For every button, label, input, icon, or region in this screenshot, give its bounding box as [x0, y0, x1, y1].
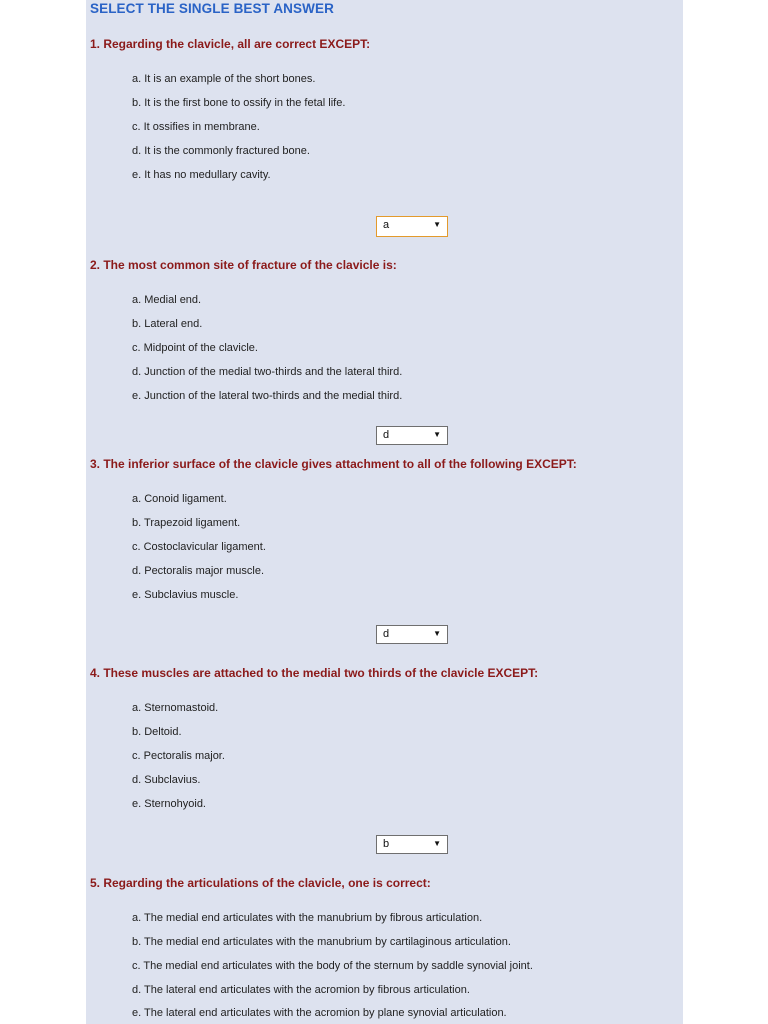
question-5-option-b: b. The medial end articulates with the manubrium by cartilaginous articulation. [132, 936, 511, 948]
question-3-answer-select[interactable] [376, 625, 448, 644]
question-3-text: 3. The inferior surface of the clavicle gives attachment to all of the following EXCEPT: [90, 457, 577, 471]
question-4-answer-select[interactable] [376, 835, 448, 854]
question-3-option-a: a. Conoid ligament. [132, 493, 227, 505]
question-4-option-e: e. Sternohyoid. [132, 798, 206, 810]
question-2-option-c: c. Midpoint of the clavicle. [132, 342, 258, 354]
dropdown-arrow-icon: ▼ [433, 629, 441, 638]
question-2-text: 2. The most common site of fracture of the clavicle is: [90, 258, 397, 272]
question-3-option-e: e. Subclavius muscle. [132, 589, 239, 601]
question-3-option-d: d. Pectoralis major muscle. [132, 565, 265, 577]
question-1-option-c: c. It ossifies in membrane. [132, 121, 260, 133]
question-5-option-c: c. The medial end articulates with the body of the sternum by saddle synovial joint. [132, 960, 533, 972]
question-1-option-a: a. It is an example of the short bones. [132, 73, 316, 85]
question-2-option-b: b. Lateral end. [132, 318, 203, 330]
question-2-answer-select[interactable] [376, 426, 448, 445]
question-4-selected-value: b [383, 838, 390, 850]
dropdown-arrow-icon: ▼ [433, 220, 441, 229]
question-5-option-a: a. The medial end articulates with the manubrium by fibrous articulation. [132, 912, 483, 924]
question-4-option-a: a. Sternomastoid. [132, 702, 219, 714]
question-1-answer-select[interactable] [376, 216, 448, 237]
question-2-selected-value: d [383, 429, 390, 441]
question-5-text: 5. Regarding the articulations of the clavicle, one is correct: [90, 876, 431, 890]
question-1-selected-value: a [383, 219, 390, 231]
page-title: SELECT THE SINGLE BEST ANSWER [90, 1, 334, 16]
question-4-option-b: b. Deltoid. [132, 726, 182, 738]
question-4-option-c: c. Pectoralis major. [132, 750, 225, 762]
question-2-option-e: e. Junction of the lateral two-thirds and the medial third. [132, 390, 403, 402]
question-2-option-d: d. Junction of the medial two-thirds and the lateral third. [132, 366, 403, 378]
question-4-text: 4. These muscles are attached to the medial two thirds of the clavicle EXCEPT: [90, 666, 539, 680]
question-5-option-d: d. The lateral end articulates with the acromion by fibrous articulation. [132, 984, 470, 996]
question-2-option-a: a. Medial end. [132, 294, 202, 306]
question-1-option-e: e. It has no medullary cavity. [132, 169, 271, 181]
question-3-option-c: c. Costoclavicular ligament. [132, 541, 266, 553]
question-3-option-b: b. Trapezoid ligament. [132, 517, 241, 529]
question-5-option-e: e. The lateral end articulates with the acromion by plane synovial articulation. [132, 1007, 507, 1019]
question-1-option-d: d. It is the commonly fractured bone. [132, 145, 310, 157]
dropdown-arrow-icon: ▼ [433, 430, 441, 439]
dropdown-arrow-icon: ▼ [433, 839, 441, 848]
question-1-text: 1. Regarding the clavicle, all are correct EXCEPT: [90, 37, 371, 51]
question-3-selected-value: d [383, 628, 390, 640]
question-4-option-d: d. Subclavius. [132, 774, 201, 786]
question-1-option-b: b. It is the first bone to ossify in the fetal life. [132, 97, 346, 109]
